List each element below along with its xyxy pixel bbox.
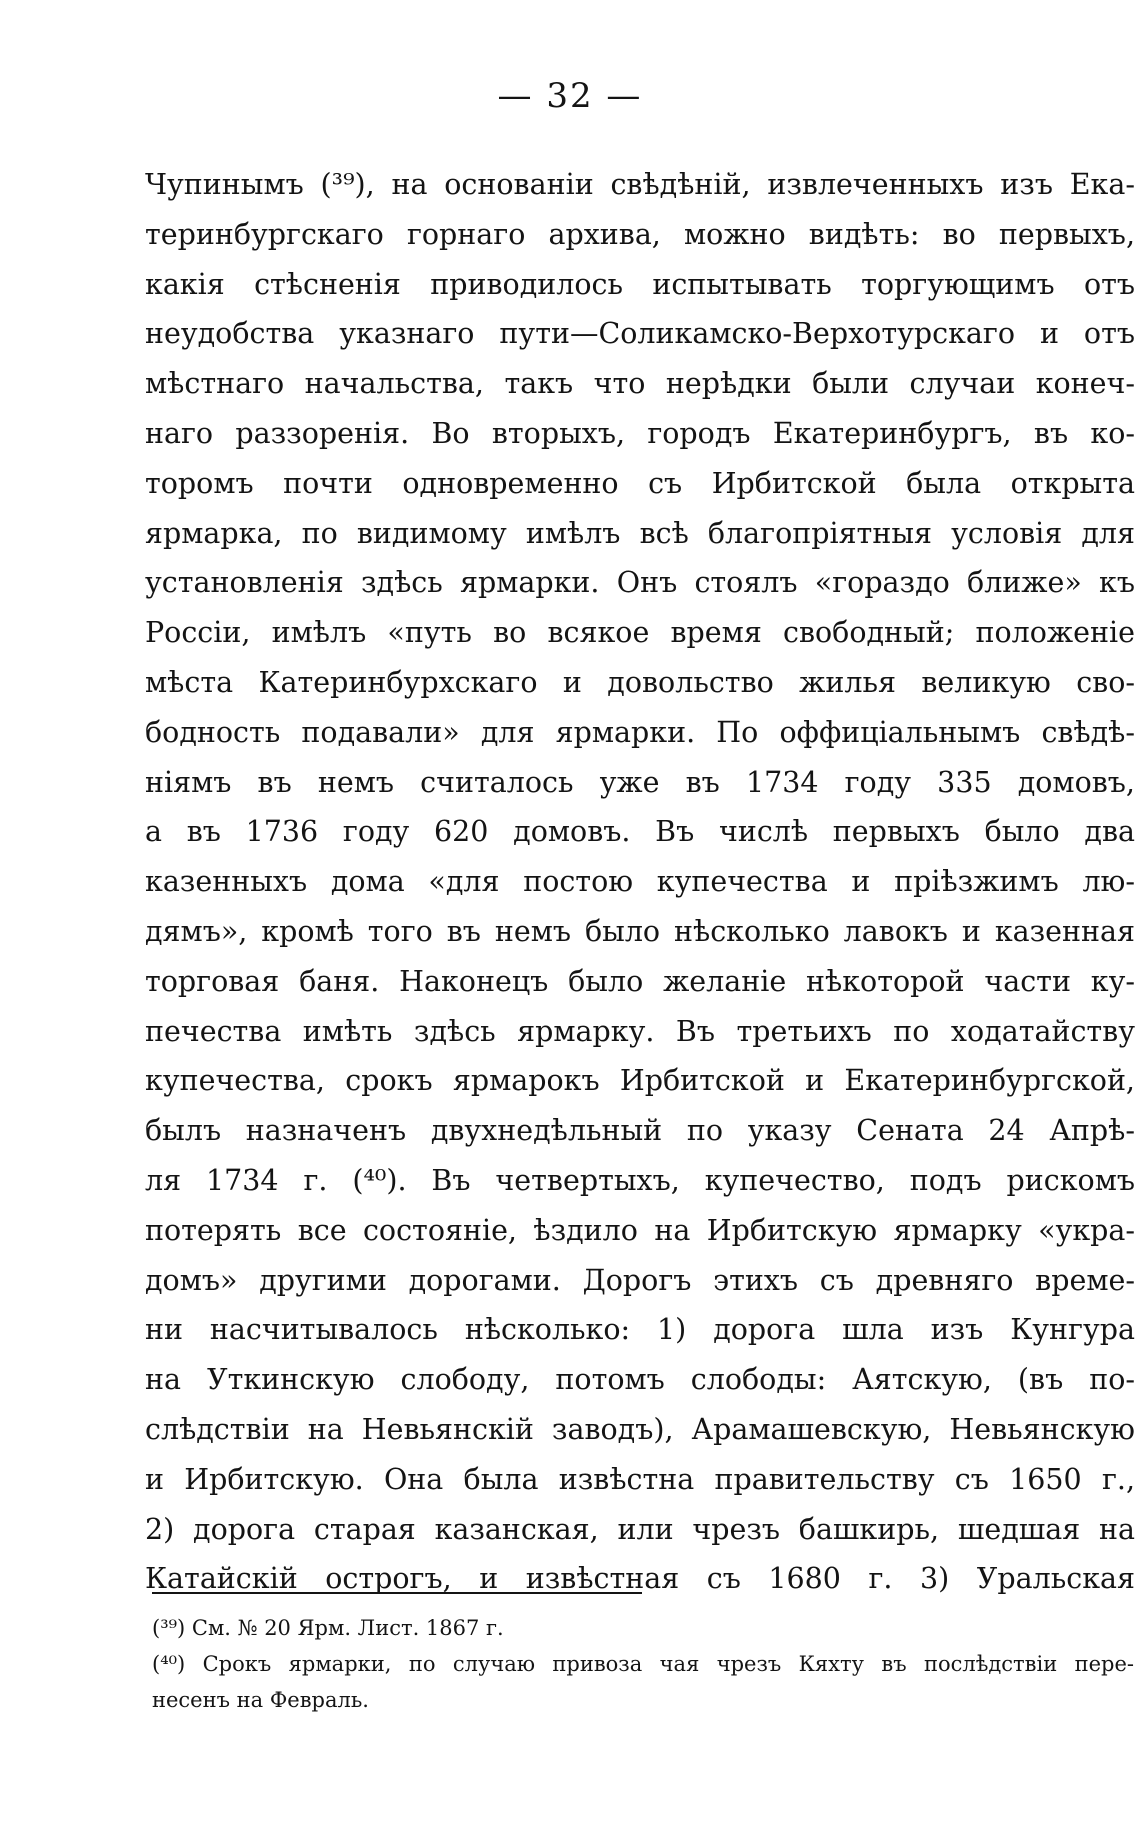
- text-line: слѣдствіи на Невьянскій заводъ), Арамашевскую, Невьянскую: [145, 1412, 1135, 1446]
- main-text: [145, 160, 1135, 1604]
- text-line: Россіи, имѣлъ «путь во всякое время свободный; положеніе: [145, 616, 1135, 650]
- text-line: ніямъ въ немъ считалось уже въ 1734 году 335 домовъ,: [145, 765, 1135, 799]
- text-line: мѣста Катеринбурхскаго и довольство жилья великую сво-: [145, 665, 1135, 699]
- text-line: мѣстнаго начальства, такъ что нерѣдки были случаи конеч-: [145, 367, 1135, 401]
- text-line: Катайскій острогъ, и извѣстная съ 1680 г. 3) Уральская: [145, 1562, 1135, 1596]
- text-line: и Ирбитскую. Она была извѣстна правительству съ 1650 г.,: [145, 1462, 1135, 1496]
- footnote-40-continuation: несенъ на Февраль.: [152, 1688, 369, 1712]
- text-line: торомъ почти одновременно съ Ирбитской была открыта: [145, 466, 1135, 500]
- text-line: какія стѣсненія приводилось испытывать торгующимъ отъ: [145, 267, 1135, 301]
- text-line: на Уткинскую слободу, потомъ слободы: Аятскую, (въ по-: [145, 1363, 1135, 1397]
- footnote-divider: [152, 1592, 642, 1594]
- footnote-40: (⁴⁰) Срокъ ярмарки, по случаю привоза чая чрезъ Кяхту въ послѣдствіи пере-: [152, 1652, 1134, 1676]
- text-line: дямъ», кромѣ того въ немъ было нѣсколько лавокъ и казенная: [145, 914, 1135, 948]
- text-line: ни насчитывалось нѣсколько: 1) дорога шла изъ Кунгура: [145, 1313, 1135, 1347]
- text-line: 2) дорога старая казанская, или чрезъ башкирь, шедшая на: [145, 1512, 1135, 1546]
- text-line: казенныхъ дома «для постою купечества и пріѣзжимъ лю-: [145, 865, 1135, 899]
- text-line: ярмарка, по видимому имѣлъ всѣ благопріятныя условія для: [145, 516, 1135, 550]
- text-line: домъ» другими дорогами. Дорогъ этихъ съ древняго време-: [145, 1263, 1135, 1297]
- text-line: былъ назначенъ двухнедѣльный по указу Сената 24 Апрѣ-: [145, 1114, 1135, 1148]
- text-line: теринбургскаго горнаго архива, можно видѣть: во первыхъ,: [145, 217, 1135, 251]
- text-line: наго раззоренія. Во вторыхъ, городъ Екатеринбургъ, въ ко-: [145, 416, 1135, 450]
- footnote-39: (³⁹) См. № 20 Ярм. Лист. 1867 г.: [152, 1616, 504, 1640]
- text-line: а въ 1736 году 620 домовъ. Въ числѣ первыхъ было два: [145, 815, 1135, 849]
- text-line: ля 1734 г. (⁴⁰). Въ четвертыхъ, купечество, подъ рискомъ: [145, 1163, 1135, 1197]
- text-line: потерять все состояніе, ѣздило на Ирбитскую ярмарку «укра-: [145, 1213, 1135, 1247]
- text-line: печества имѣть здѣсь ярмарку. Въ третьихъ по ходатайству: [145, 1014, 1135, 1048]
- text-line: бодность подавали» для ярмарки. По оффиціальнымъ свѣдѣ-: [145, 715, 1135, 749]
- page-number: — 32 —: [497, 76, 643, 116]
- text-line: купечества, срокъ ярмарокъ Ирбитской и Екатеринбургской,: [145, 1064, 1135, 1098]
- text-line: Чупинымъ (³⁹), на основаніи свѣдѣній, извлеченныхъ изъ Ека-: [145, 168, 1135, 201]
- text-line: установленія здѣсь ярмарки. Онъ стоялъ «гораздо ближе» къ: [145, 566, 1135, 600]
- footnotes: [152, 1610, 1134, 1718]
- text-line: торговая баня. Наконецъ было желаніе нѣкоторой части ку-: [145, 964, 1135, 998]
- text-line: неудобства указнаго пути—Соликамско-Верхотурскаго и отъ: [145, 317, 1135, 351]
